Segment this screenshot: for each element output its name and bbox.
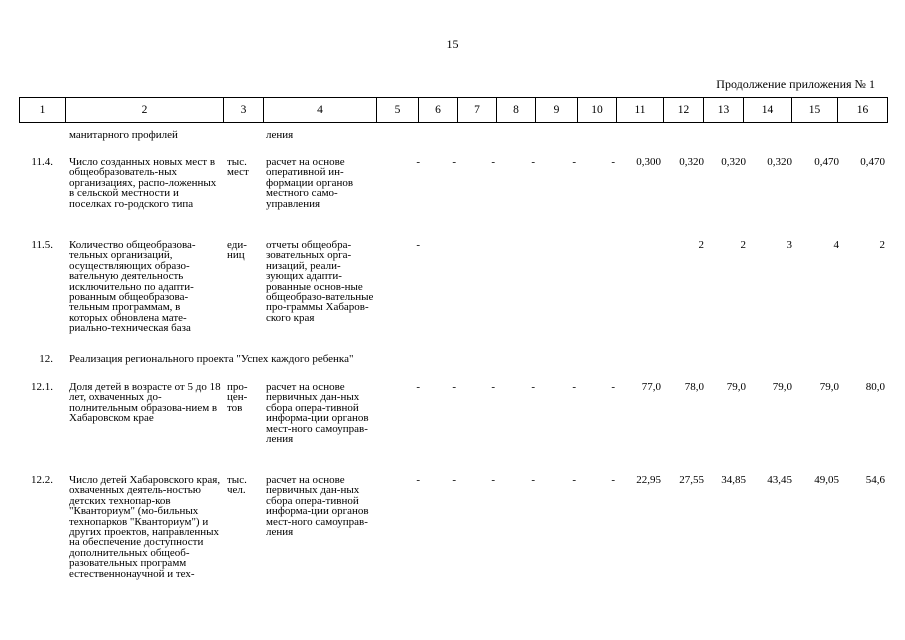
value-col-13: 79,0 bbox=[726, 381, 746, 393]
value-col-5: - bbox=[416, 474, 420, 486]
row-code: 11.4. bbox=[31, 156, 53, 168]
value-col-11: 22,95 bbox=[636, 474, 661, 486]
value-col-12: 0,320 bbox=[679, 156, 704, 168]
value-col-10: - bbox=[611, 156, 615, 168]
row-method: расчет на основе оперативной ин-формации органов местного само-управления bbox=[266, 156, 354, 210]
row-unit: еди-ниц bbox=[227, 239, 247, 262]
value-col-14: 43,45 bbox=[767, 474, 792, 486]
value-col-6: - bbox=[452, 474, 456, 486]
value-col-11: 0,300 bbox=[636, 156, 661, 168]
value-col-12: 2 bbox=[698, 239, 704, 251]
column-header-cell: 2 bbox=[66, 98, 224, 123]
row-indicator-name: Доля детей в возрасте от 5 до 18 лет, охваченных до-полнительным образова-нием в Хабаровском крае bbox=[69, 381, 221, 425]
column-header-cell: 9 bbox=[536, 98, 578, 123]
value-col-13: 2 bbox=[740, 239, 746, 251]
row-unit: про-цен-тов bbox=[227, 381, 248, 414]
carryover-method: ления bbox=[266, 129, 294, 141]
value-col-6: - bbox=[452, 381, 456, 393]
value-col-9: - bbox=[572, 381, 576, 393]
carryover-name: манитарного профилей bbox=[69, 129, 178, 141]
value-col-16: 54,6 bbox=[865, 474, 885, 486]
row-unit: тыс. мест bbox=[227, 156, 249, 179]
value-col-9: - bbox=[572, 156, 576, 168]
appendix-continuation-note: Продолжение приложения № 1 bbox=[716, 77, 875, 91]
row-code: 12.1. bbox=[31, 381, 53, 393]
column-header-cell: 1 bbox=[20, 98, 66, 123]
column-header-cell: 10 bbox=[578, 98, 617, 123]
value-col-16: 80,0 bbox=[865, 381, 885, 393]
value-col-7: - bbox=[491, 156, 495, 168]
value-col-13: 0,320 bbox=[721, 156, 746, 168]
column-header-cell: 7 bbox=[458, 98, 497, 123]
value-col-8: - bbox=[531, 381, 535, 393]
row-indicator-name: Число созданных новых мест в общеобразователь-ных организациях, распо-ложенных в сельской местности и поселках го-родского типа bbox=[69, 156, 217, 210]
value-col-15: 4 bbox=[833, 239, 839, 251]
row-method: отчеты общеобра-зовательных орга-низаций, реали-зующих адапти-рованные основ-ные общеобразо-вательные про-граммы Хабаров-ского края bbox=[266, 239, 374, 324]
value-col-12: 78,0 bbox=[684, 381, 704, 393]
row-code: 11.5. bbox=[31, 239, 53, 251]
column-header-cell: 13 bbox=[704, 98, 744, 123]
row-indicator-name: Количество общеобразова-тельных организаций, осуществляющих образо-вательную деятельность исключительно по адапти-рованным общеобразова-тельным программам, в которых обновлена мате-риально-техническая база bbox=[69, 239, 196, 335]
value-col-6: - bbox=[452, 156, 456, 168]
column-header-cell: 16 bbox=[838, 98, 888, 123]
value-col-15: 79,0 bbox=[819, 381, 839, 393]
column-header-cell: 8 bbox=[497, 98, 536, 123]
value-col-15: 0,470 bbox=[814, 156, 839, 168]
value-col-8: - bbox=[531, 474, 535, 486]
value-col-15: 49,05 bbox=[814, 474, 839, 486]
row-method: расчет на основе первичных дан-ных сбора опера-тивной информа-ции органов мест-ного самоуправ-ления bbox=[266, 381, 369, 446]
value-col-12: 27,55 bbox=[679, 474, 704, 486]
value-col-7: - bbox=[491, 474, 495, 486]
value-col-16: 2 bbox=[879, 239, 885, 251]
value-col-14: 0,320 bbox=[767, 156, 792, 168]
column-header-cell: 4 bbox=[264, 98, 377, 123]
value-col-14: 79,0 bbox=[772, 381, 792, 393]
value-col-10: - bbox=[611, 474, 615, 486]
value-col-13: 34,85 bbox=[721, 474, 746, 486]
value-col-11: 77,0 bbox=[641, 381, 661, 393]
value-col-5: - bbox=[416, 381, 420, 393]
value-col-10: - bbox=[611, 381, 615, 393]
column-number-header bbox=[19, 97, 888, 123]
section-title: Реализация регионального проекта "Успех каждого ребенка" bbox=[69, 353, 354, 365]
row-method: расчет на основе первичных дан-ных сбора опера-тивной информа-ции органов мест-ного самоуправ-ления bbox=[266, 474, 369, 539]
value-col-5: - bbox=[416, 156, 420, 168]
column-header-cell: 5 bbox=[377, 98, 419, 123]
row-indicator-name: Число детей Хабаровского края, охваченных деятель-ностью детских технопар-ков "Кванториум" (мо-бильных технопарков "Кванториум") и других проектов, направленных на обеспечение доступности дополнительных общеоб-разовательных программ естественнонаучной и тех- bbox=[69, 474, 221, 580]
column-header-cell: 14 bbox=[744, 98, 792, 123]
value-col-7: - bbox=[491, 381, 495, 393]
value-col-8: - bbox=[531, 156, 535, 168]
row-unit: тыс. чел. bbox=[227, 474, 247, 497]
column-header-cell: 12 bbox=[664, 98, 704, 123]
column-header-cell: 11 bbox=[617, 98, 664, 123]
value-col-5: - bbox=[416, 239, 420, 251]
page-number: 15 bbox=[446, 37, 459, 51]
column-header-cell: 15 bbox=[792, 98, 838, 123]
column-header-cell: 6 bbox=[419, 98, 458, 123]
row-code: 12.2. bbox=[31, 474, 53, 486]
section-code: 12. bbox=[39, 353, 53, 365]
value-col-14: 3 bbox=[786, 239, 792, 251]
value-col-16: 0,470 bbox=[860, 156, 885, 168]
column-header-cell: 3 bbox=[224, 98, 264, 123]
value-col-9: - bbox=[572, 474, 576, 486]
